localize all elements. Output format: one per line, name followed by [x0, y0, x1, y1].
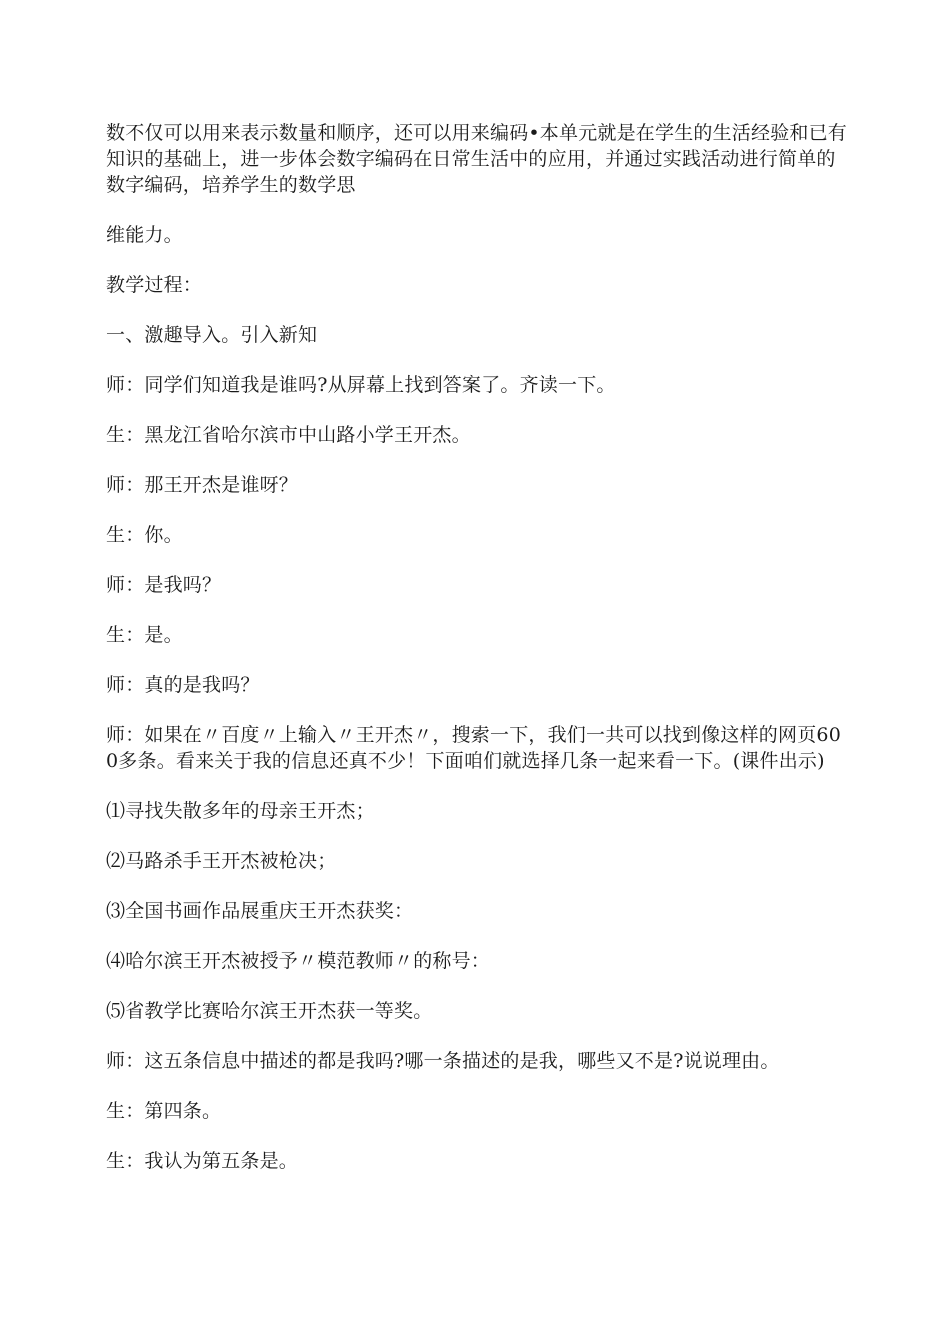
- section-heading-step-one: 一、激趣导入。引入新知: [106, 324, 318, 346]
- list-item: ⑶全国书画作品展重庆王开杰获奖：: [106, 900, 414, 922]
- document-body: [106, 120, 850, 1198]
- dialogue-line: 生：黑龙江省哈尔滨市中山路小学王开杰。: [106, 424, 471, 446]
- dialogue-line: 生：是。: [106, 624, 183, 646]
- list-item: ⑸省教学比赛哈尔滨王开杰获一等奖。: [106, 1000, 433, 1022]
- paragraph-intro: 数不仅可以用来表示数量和顺序，还可以用来编码•本单元就是在学生的生活经验和已有知识的基础上，进一步体会数字编码在日常生活中的应用，并通过实践活动进行简单的数字编码，培养学生的数学思: [106, 122, 848, 196]
- paragraph-intro-continued: 维能力。: [106, 224, 183, 246]
- dialogue-line: 师：这五条信息中描述的都是我吗?哪一条描述的是我，哪些又不是?说说理由。: [106, 1050, 780, 1072]
- section-heading-process: 教学过程：: [106, 274, 203, 296]
- dialogue-line: 生：你。: [106, 524, 183, 546]
- dialogue-line: 师：真的是我吗？: [106, 674, 260, 696]
- dialogue-line: 生：第四条。: [106, 1100, 222, 1122]
- list-item: ⑵马路杀手王开杰被枪决；: [106, 850, 337, 872]
- dialogue-line: 师：同学们知道我是谁吗?从屏幕上找到答案了。齐读一下。: [106, 374, 616, 396]
- list-item: ⑷哈尔滨王开杰被授予〃模范教师〃的称号：: [106, 950, 491, 972]
- dialogue-line: 师：那王开杰是谁呀？: [106, 474, 299, 496]
- dialogue-line: 师：是我吗？: [106, 574, 222, 596]
- dialogue-line: 师：如果在〃百度〃上输入〃王开杰〃，搜索一下，我们一共可以找到像这样的网页600多条。看来关于我的信息还真不少！下面咱们就选择几条一起来看一下。(课件出示): [106, 724, 841, 772]
- list-item: ⑴寻找失散多年的母亲王开杰；: [106, 800, 375, 822]
- dialogue-line: 生：我认为第五条是。: [106, 1150, 299, 1172]
